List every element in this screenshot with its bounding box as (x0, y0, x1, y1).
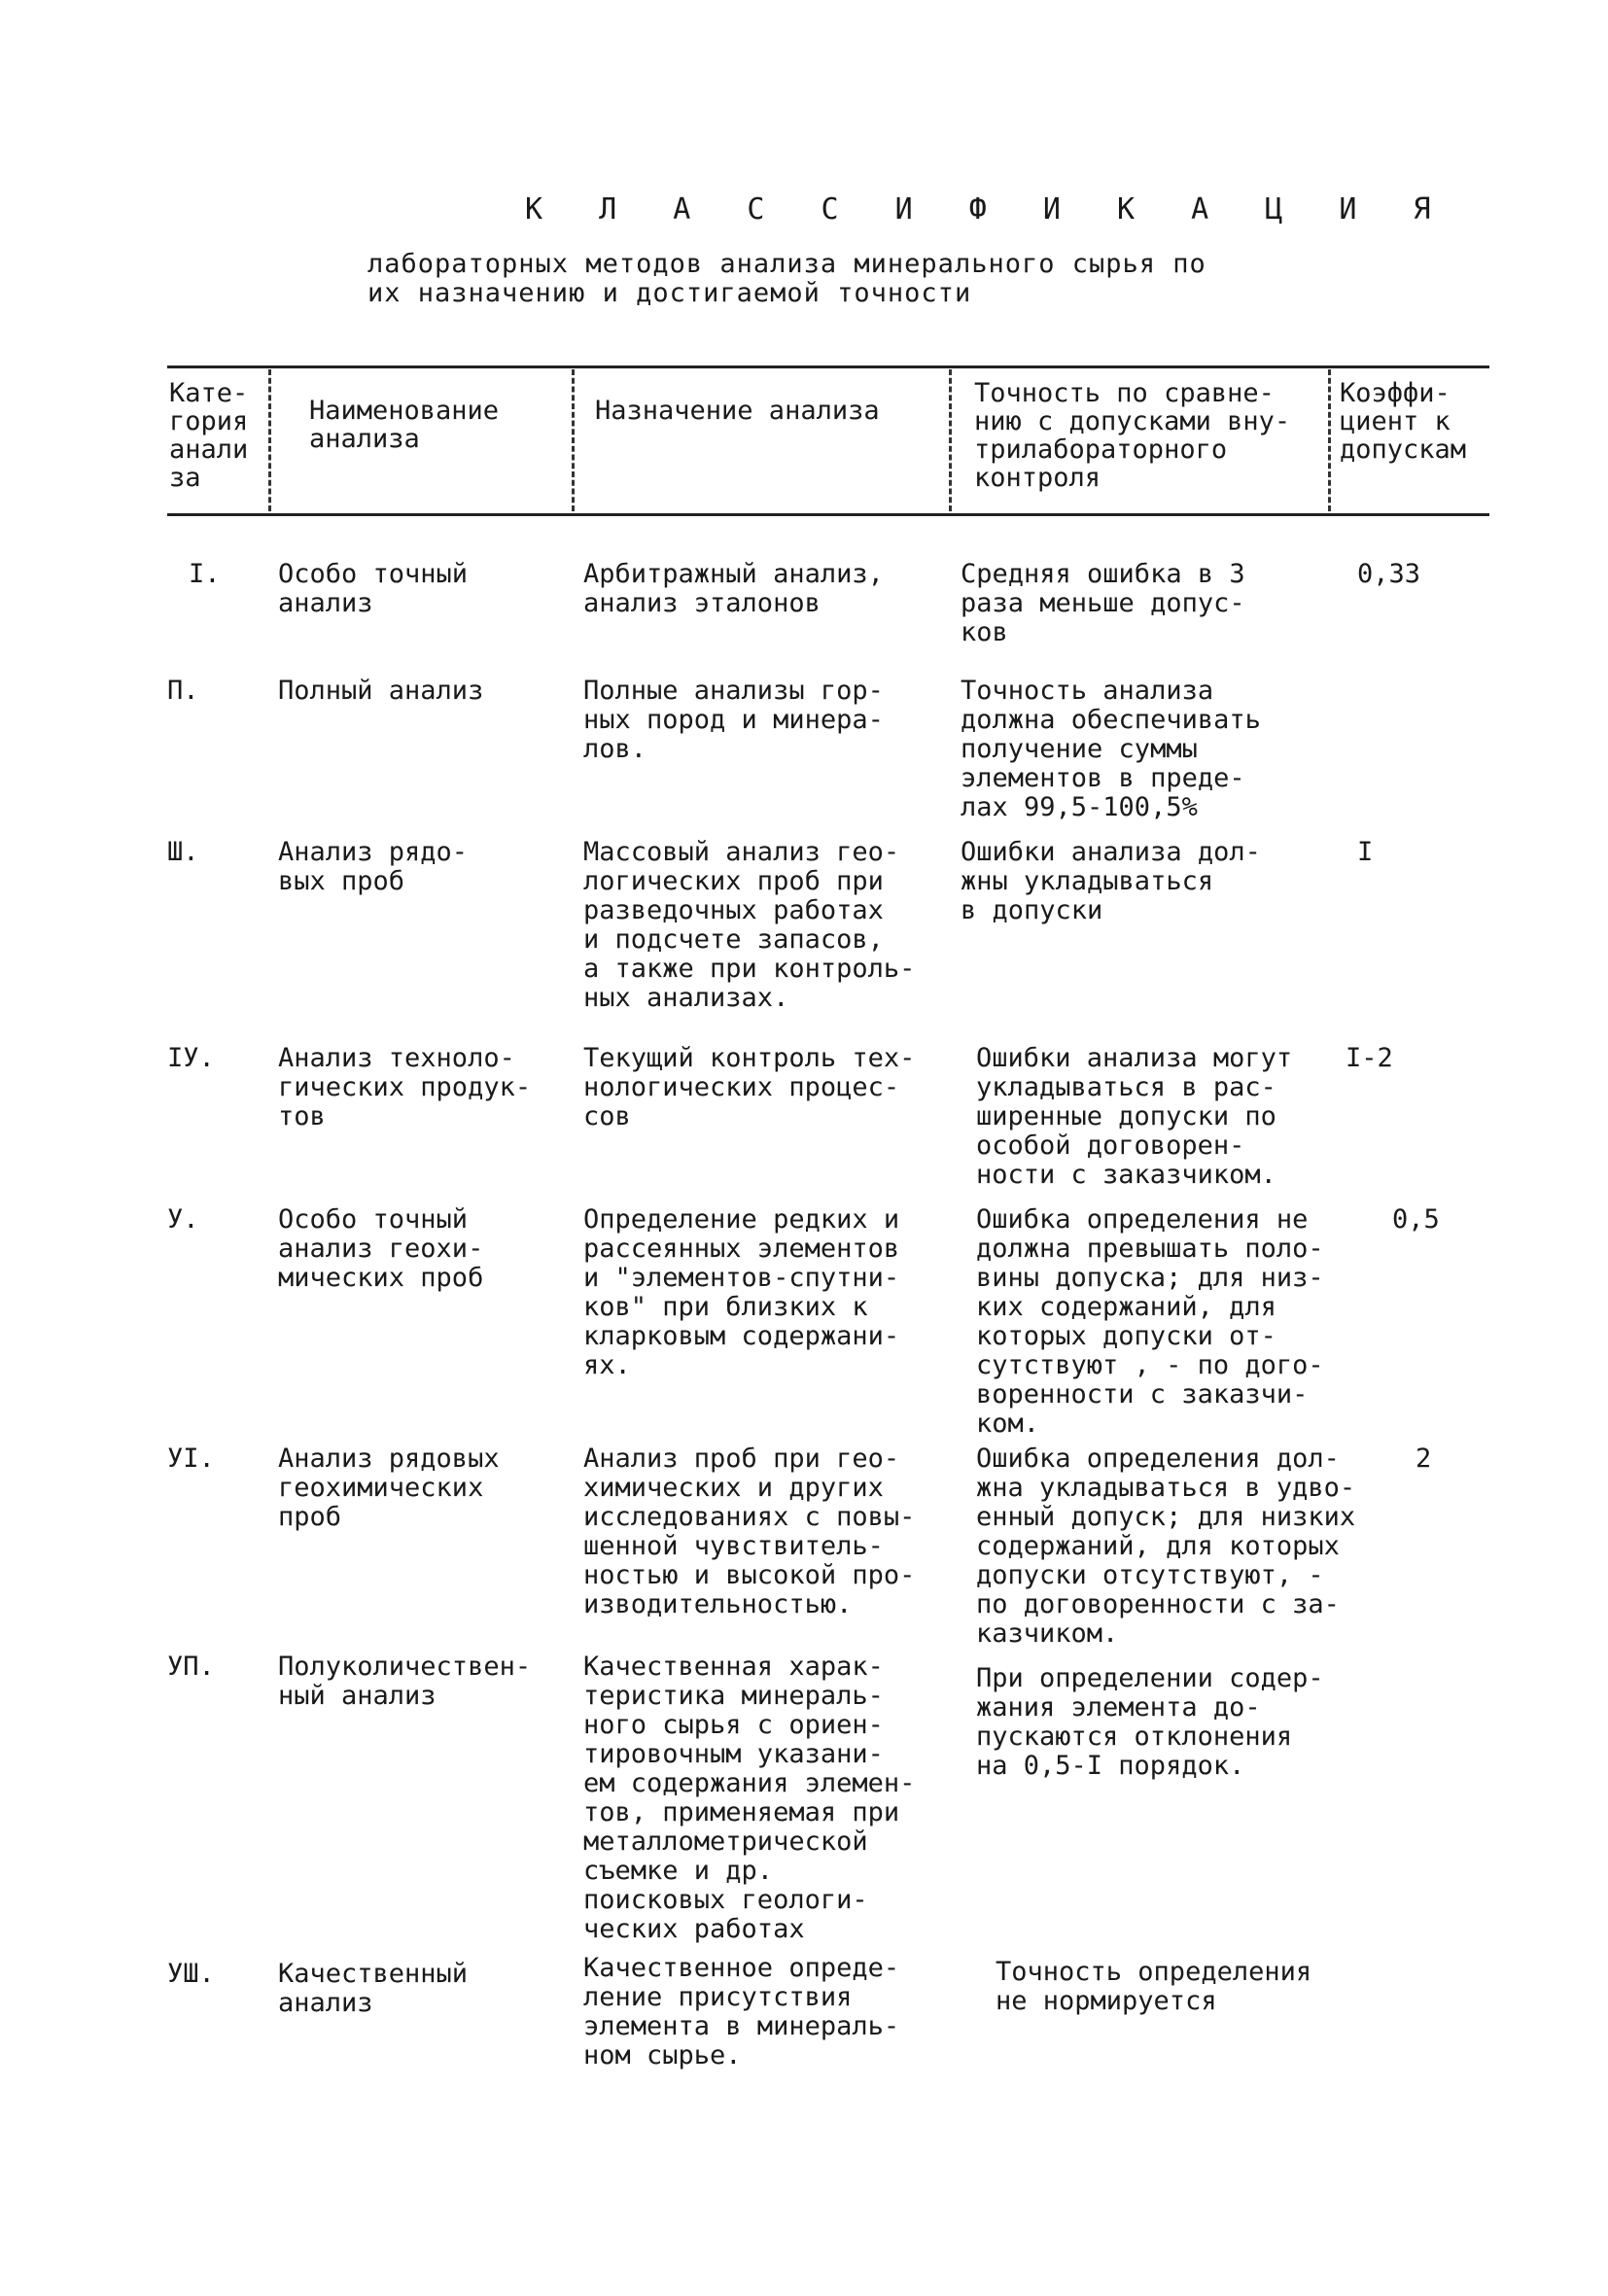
row-5-coefficient: 0,5 (1392, 1204, 1440, 1235)
row-8-category: УШ. (167, 1959, 215, 1989)
row-3-coefficient: I (1357, 837, 1374, 867)
row-6-category: УI. (167, 1444, 215, 1474)
header-separator-4 (1328, 369, 1331, 511)
header-separator-1 (268, 369, 271, 511)
header-coefficient: Коэффи- циент к допускам (1340, 378, 1467, 465)
row-8-purpose: Качественное опреде- ление присутствия элемента в минераль- ном сырье. (583, 1953, 900, 2070)
table-header-rule (167, 513, 1489, 516)
row-7-purpose: Качественная харак- теристика минераль- ного сырья с ориен- тировочным указани- ем содержания элемен- тов, применяемая при металлометрической съемке и др. поисковых геологи- ческих работах (583, 1652, 916, 1944)
row-8-name: Качественный анализ (278, 1959, 469, 2018)
row-2-accuracy: Точность анализа должна обеспечивать получение суммы элементов в преде- лах 99,5-100,5% (961, 676, 1261, 822)
row-1-purpose: Арбитражный анализ, анализ эталонов (583, 559, 884, 618)
row-8-accuracy: Точность определения не нормируется (996, 1957, 1312, 2016)
header-purpose: Назначение анализа (595, 396, 880, 426)
header-name: Наименование анализа (309, 396, 500, 454)
row-1-accuracy: Средняя ошибка в 3 раза меньше допус- ков (961, 559, 1245, 647)
row-2-purpose: Полные анализы гор- ных пород и минера- лов. (583, 676, 884, 764)
row-1-coefficient: 0,33 (1357, 559, 1421, 589)
header-accuracy: Точность по сравне- нию с допусками вну- трилабораторного контроля (974, 378, 1291, 493)
row-3-purpose: Массовый анализ гео- логических проб при разведочных работах и подсчете запасов, а также при контроль- ных анализах. (583, 837, 916, 1013)
row-5-purpose: Определение редких и рассеянных элементов и "элементов-спутни- ков" при близких к кларковым содержани- ях. (583, 1204, 900, 1380)
document-subtitle-line1: лабораторных методов анализа минерального сырья по (367, 249, 1206, 279)
row-4-coefficient: I-2 (1346, 1043, 1393, 1073)
row-5-name: Особо точный анализ геохи- мических проб (278, 1204, 484, 1293)
row-7-category: УП. (167, 1652, 215, 1682)
row-4-category: IУ. (167, 1043, 215, 1073)
row-4-accuracy: Ошибки анализа могут укладываться в рас- ширенные допуски по особой договорен- ности с заказчиком. (976, 1043, 1293, 1190)
document-subtitle-line2: их назначению и достигаемой точности (367, 278, 972, 308)
row-1-name: Особо точный анализ (278, 559, 469, 618)
row-2-category: П. (167, 676, 199, 706)
row-1-category: I. (189, 559, 221, 589)
document-title: К Л А С С И Ф И К А Ц И Я (525, 192, 1451, 226)
row-6-name: Анализ рядовых геохимических проб (278, 1444, 500, 1532)
row-3-name: Анализ рядо- вых проб (278, 837, 469, 896)
header-separator-3 (949, 369, 952, 511)
row-6-accuracy: Ошибка определения дол- жна укладываться в удво- енный допуск; для низких содержаний, для которых допуски отсутствуют, - по договоренности с за- казчиком. (976, 1444, 1356, 1649)
row-4-purpose: Текущий контроль тех- нологических процес- сов (583, 1043, 916, 1131)
row-5-category: У. (167, 1204, 199, 1235)
row-7-accuracy: При определении содер- жания элемента до- пускаются отклонения на 0,5-I порядок. (976, 1663, 1324, 1781)
row-4-name: Анализ техноло- гических продук- тов (278, 1043, 532, 1131)
row-5-accuracy: Ошибка определения не должна превышать поло- вины допуска; для низ- ких содержаний, для которых допуски от- сутствуют , - по дого- воренности с заказчи- ком. (976, 1204, 1324, 1439)
row-3-category: Ш. (167, 837, 199, 867)
row-3-accuracy: Ошибки анализа дол- жны укладываться в допуски (961, 837, 1261, 925)
row-7-name: Полуколичествен- ный анализ (278, 1652, 532, 1711)
row-6-purpose: Анализ проб при гео- химических и других исследованиях с повы- шенной чувствитель- ностью и высокой про- изводительностью. (583, 1444, 916, 1619)
table-top-rule (167, 365, 1489, 368)
header-separator-2 (572, 369, 575, 511)
row-2-name: Полный анализ (278, 676, 484, 706)
row-6-coefficient: 2 (1416, 1444, 1432, 1474)
header-category: Кате- гория анали за (169, 378, 249, 493)
